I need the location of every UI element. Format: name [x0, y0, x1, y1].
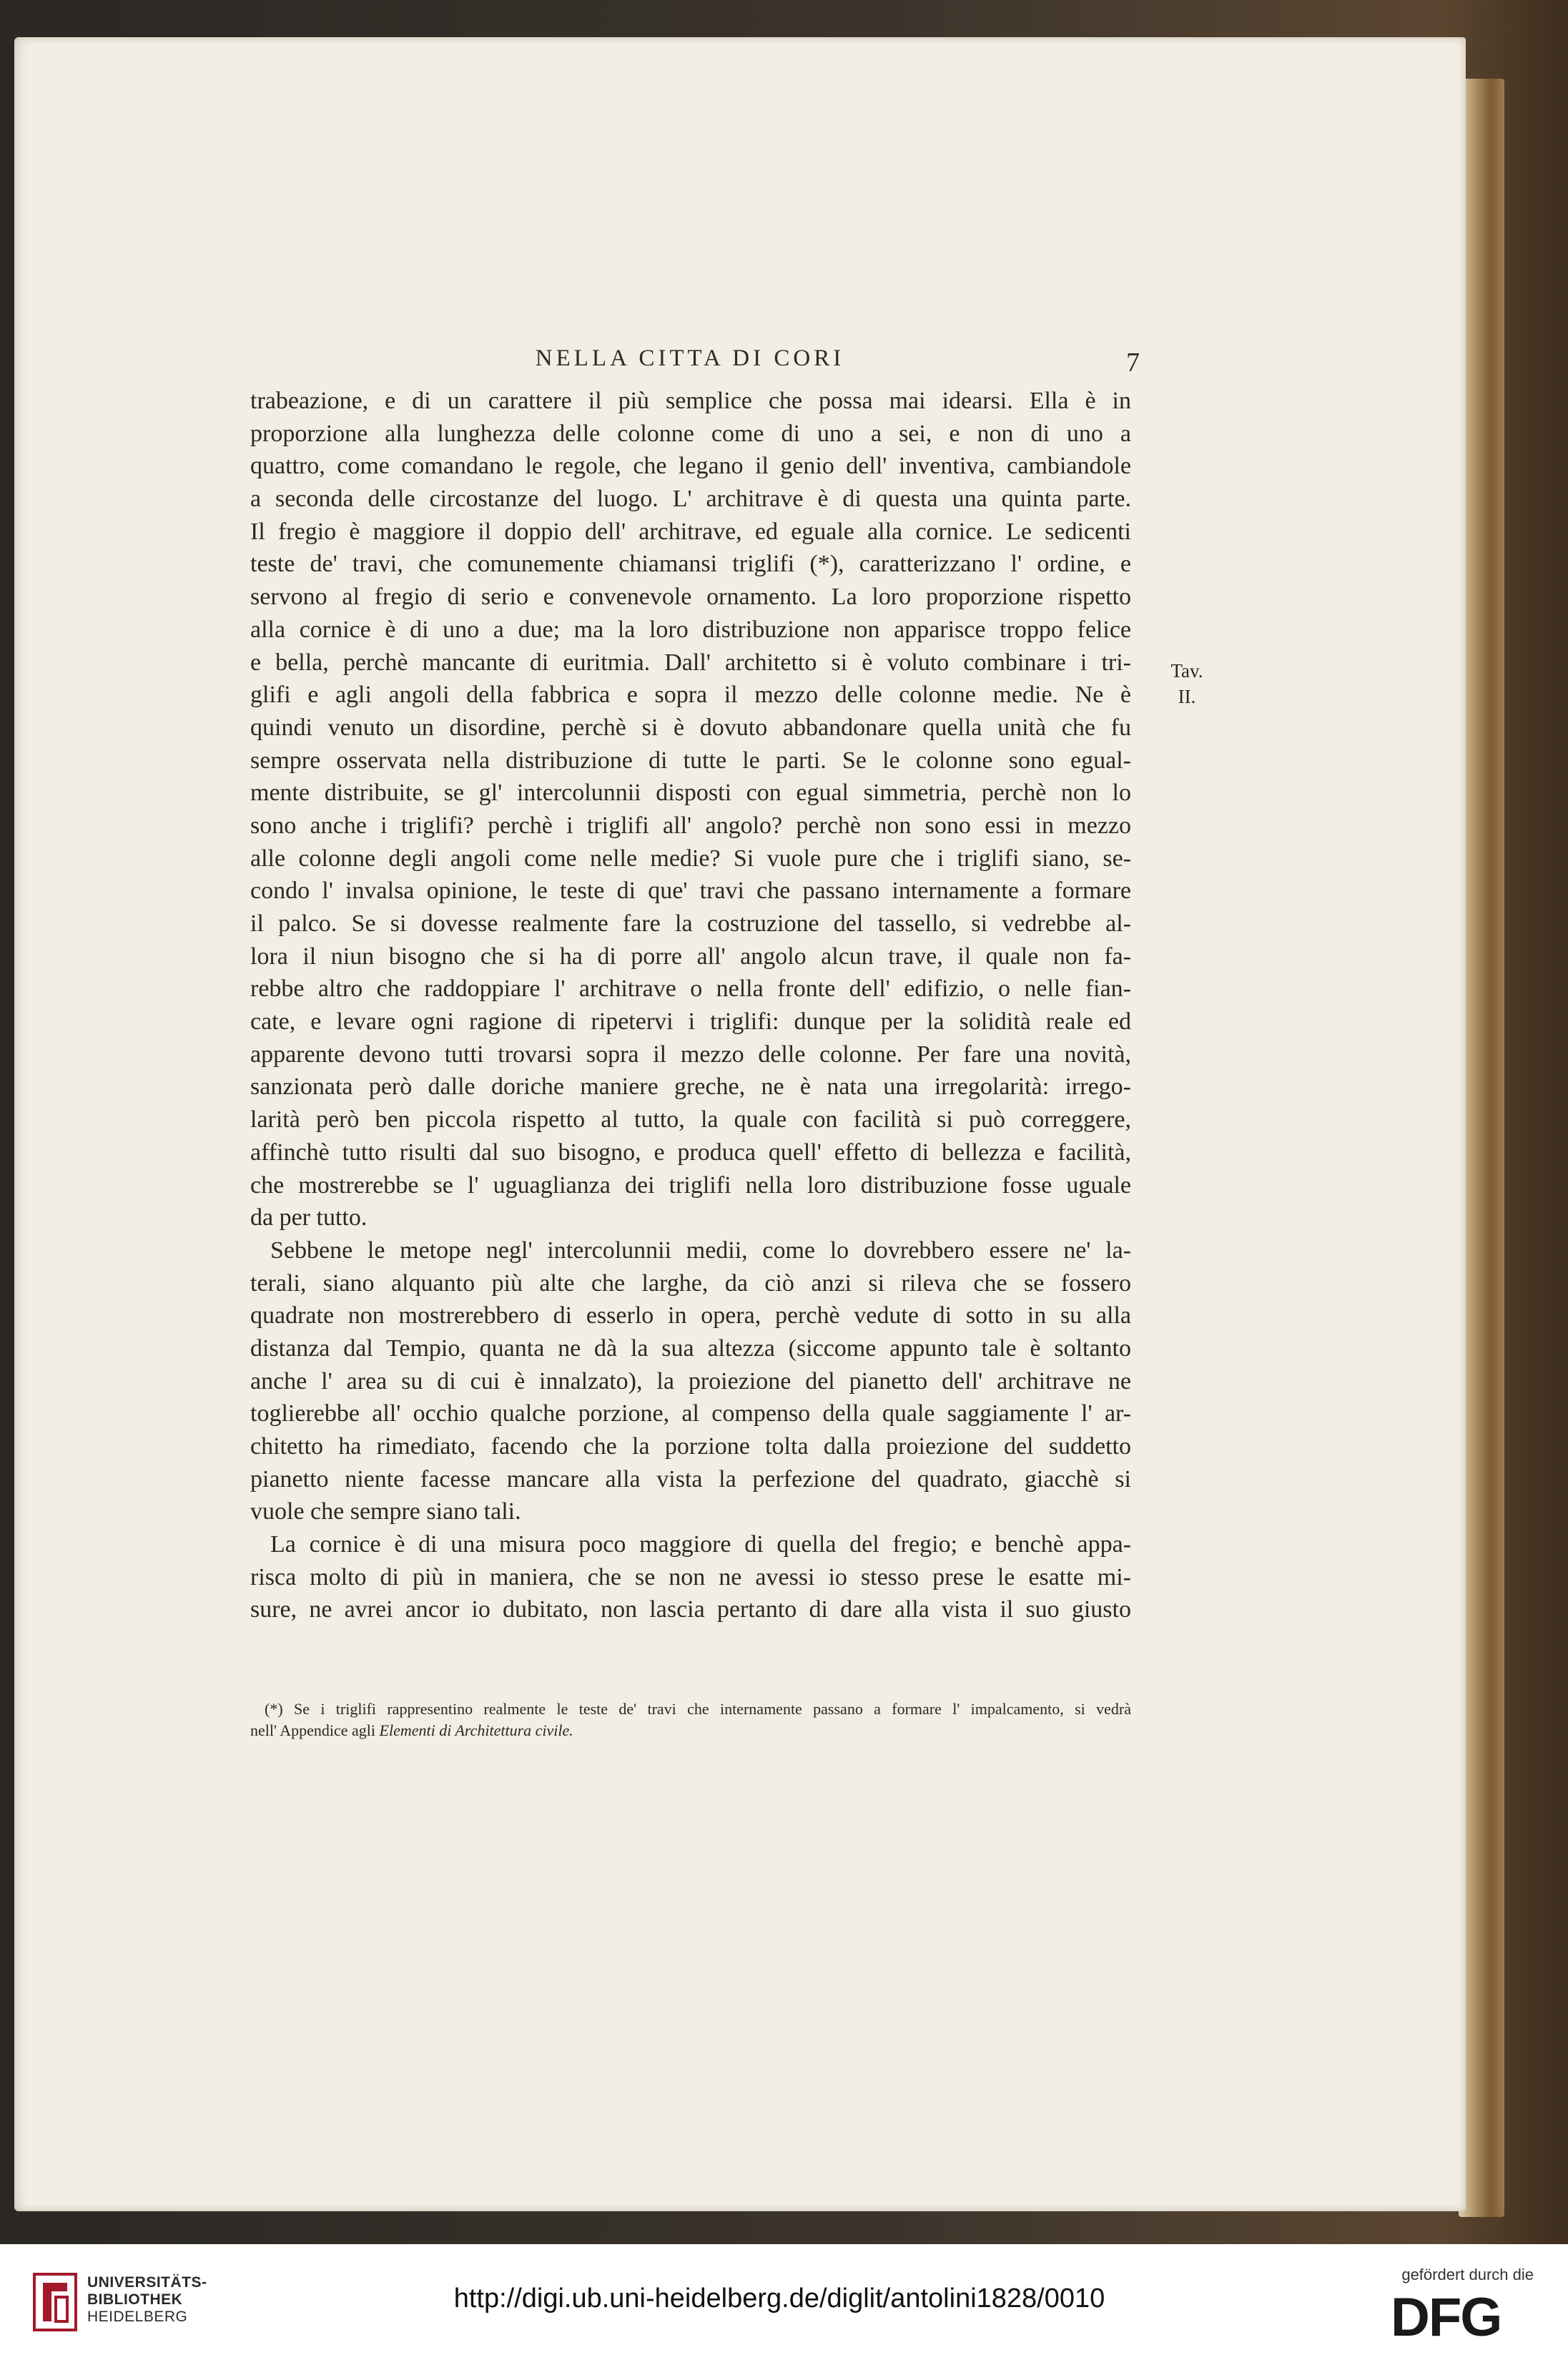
body-text-line: vuole che sempre siano tali.: [250, 1498, 521, 1525]
body-text-line: cate, e levare ogni ragione di ripetervi i triglifi: dunque per la solidità reale ed: [250, 1008, 1131, 1036]
body-text-line: affinchè tutto risulti dal suo bisogno, e produca quell' effetto di bellezza e facilità,: [250, 1139, 1131, 1166]
body-text-line: pianetto niente facesse mancare alla vista la perfezione del quadrato, giacchè si: [250, 1465, 1131, 1493]
body-text-line: che mostrerebbe se l' uguaglianza dei triglifi nella loro distribuzione fosse uguale: [250, 1171, 1131, 1199]
body-text-line: teste de' travi, che comunemente chiamansi triglifi (*), caratterizzano l' ordine, e: [250, 551, 1131, 578]
body-text-line: proporzione alla lunghezza delle colonne come di uno a sei, e non di uno a: [250, 420, 1131, 447]
body-text-line: sono anche i triglifi? perchè i triglifi all' angolo? perchè non sono essi in mezzo: [250, 812, 1131, 839]
body-text-line: risca molto di più in maniera, che se non ne avessi io stesso prese le esatte mi-: [250, 1563, 1131, 1591]
body-text-line: condo l' invalsa opinione, le teste di que' travi che passano internamente a formare: [250, 877, 1131, 905]
library-name-line: BIBLIOTHEK: [87, 2291, 183, 2308]
running-head: [243, 340, 1140, 383]
margin-note-line: II.: [1178, 686, 1196, 707]
permalink-url[interactable]: http://digi.ub.uni-heidelberg.de/diglit/antolini1828/0010: [453, 2283, 1105, 2314]
footnote-prefix: nell' Appendice agli: [250, 1721, 380, 1739]
body-text-line: toglierebbe all' occhio qualche porzione, al compenso della quale saggiamente l' ar-: [250, 1400, 1131, 1427]
body-text-line: quattro, come comandano le regole, che legano il genio dell' inventiva, cambiandole: [250, 453, 1131, 480]
body-text-line: distanza dal Tempio, quanta ne dà la sua altezza (siccome appunto tale è soltanto: [250, 1334, 1131, 1362]
body-text-line: sure, ne avrei ancor io dubitato, non lascia pertanto di dare alla vista il suo giusto: [250, 1596, 1131, 1623]
body-text-line: e bella, perchè mancante di euritmia. Dall' architetto si è voluto combinare i tri-: [250, 649, 1131, 676]
university-library-name[interactable]: [87, 2274, 207, 2326]
margin-note-line: Tav.: [1170, 660, 1203, 682]
body-text-line: alla cornice è di uno a due; ma la loro distribuzione non apparisce troppo felice: [250, 616, 1131, 643]
body-text-line: La cornice è di una misura poco maggiore di quella del fregio; e benchè appa-: [270, 1531, 1131, 1558]
body-text-line: Sebbene le metope negl' intercolunnii medii, come lo dovrebbero essere ne' la-: [270, 1237, 1131, 1264]
body-text-line: glifi e agli angoli della fabbrica e sopra il mezzo delle colonne medie. Ne è: [250, 682, 1131, 709]
body-text-line: trabeazione, e di un carattere il più semplice che possa mai idearsi. Ella è in: [250, 388, 1131, 414]
dfg-logo-text: DFG: [1391, 2293, 1502, 2340]
body-text-line: quadrate non mostrerebbero di esserlo in opera, perchè vedute di sotto in su alla: [250, 1302, 1131, 1329]
library-name-line: HEIDELBERG: [87, 2309, 188, 2325]
body-text-line: apparente devono tutti trovarsi sopra il mezzo delle colonne. Per fare una novità,: [250, 1041, 1131, 1068]
footnote-title: Elementi di Architettura civile.: [379, 1721, 573, 1739]
footnote-line: [250, 1720, 1131, 1741]
university-library-logo-icon[interactable]: [33, 2273, 77, 2331]
margin-note: [1158, 658, 1216, 709]
dfg-logo-icon[interactable]: [1391, 2293, 1537, 2340]
body-text-line: rebbe altro che raddoppiare l' architrave o nella fronte dell' edifizio, o nelle fian-: [250, 975, 1131, 1003]
footnote: [250, 1698, 1131, 1741]
body-text-line: larità però ben piccola rispetto al tutto, la quale con facilità si può correggere,: [250, 1106, 1131, 1134]
library-name-line: UNIVERSITÄTS-: [87, 2274, 207, 2291]
body-text-line: alle colonne degli angoli come nelle medie? Si vuole pure che i triglifi siano, se-: [250, 845, 1131, 872]
body-text-line: lora il niun bisogno che si ha di porre all' angolo alcun trave, il quale non fa-: [250, 943, 1131, 970]
body-text: [250, 385, 1131, 1626]
body-text-line: terali, siano alquanto più alte che larghe, da ciò anzi si rileva che se fossero: [250, 1269, 1131, 1297]
body-text-line: servono al fregio di serio e convenevole ornamento. La loro proporzione rispetto: [250, 584, 1131, 611]
body-text-line: chitetto ha rimediato, facendo che la porzione tolta dalla proiezione del suddetto: [250, 1433, 1131, 1460]
body-text-line: sempre osservata nella distribuzione di tutte le parti. Se le colonne sono egual-: [250, 747, 1131, 774]
funded-by-text: gefördert durch die: [1401, 2266, 1534, 2283]
footer-bar: [0, 2244, 1568, 2355]
body-text-line: sanzionata però dalle doriche maniere greche, ne è nata una irregolarità: irrego-: [250, 1073, 1131, 1101]
page-header-title: NELLA CITTA DI CORI: [535, 345, 845, 371]
footnote-line: (*) Se i triglifi rappresentino realmente le teste de' travi che internamente passano a formare l' impalcamento, si vedrà: [265, 1700, 1131, 1718]
body-text-line: il palco. Se si dovesse realmente fare la costruzione del tassello, si vedrebbe al-: [250, 910, 1131, 937]
body-text-line: anche l' area su di cui è innalzato), la proiezione del pianetto dell' architrave ne: [250, 1367, 1131, 1395]
body-text-line: mente distribuite, se gl' intercolunnii disposti con egual simmetria, perchè non lo: [250, 780, 1131, 807]
body-text-line: quindi venuto un disordine, perchè si è dovuto abbandonare quella unità che fu: [250, 714, 1131, 741]
body-text-line: a seconda delle circostanze del luogo. L' architrave è di questa una quinta parte.: [250, 486, 1131, 513]
body-text-line: da per tutto.: [250, 1204, 368, 1231]
body-text-line: Il fregio è maggiore il doppio dell' architrave, ed eguale alla cornice. Le sedicenti: [250, 518, 1131, 545]
page-number: 7: [1126, 348, 1140, 378]
